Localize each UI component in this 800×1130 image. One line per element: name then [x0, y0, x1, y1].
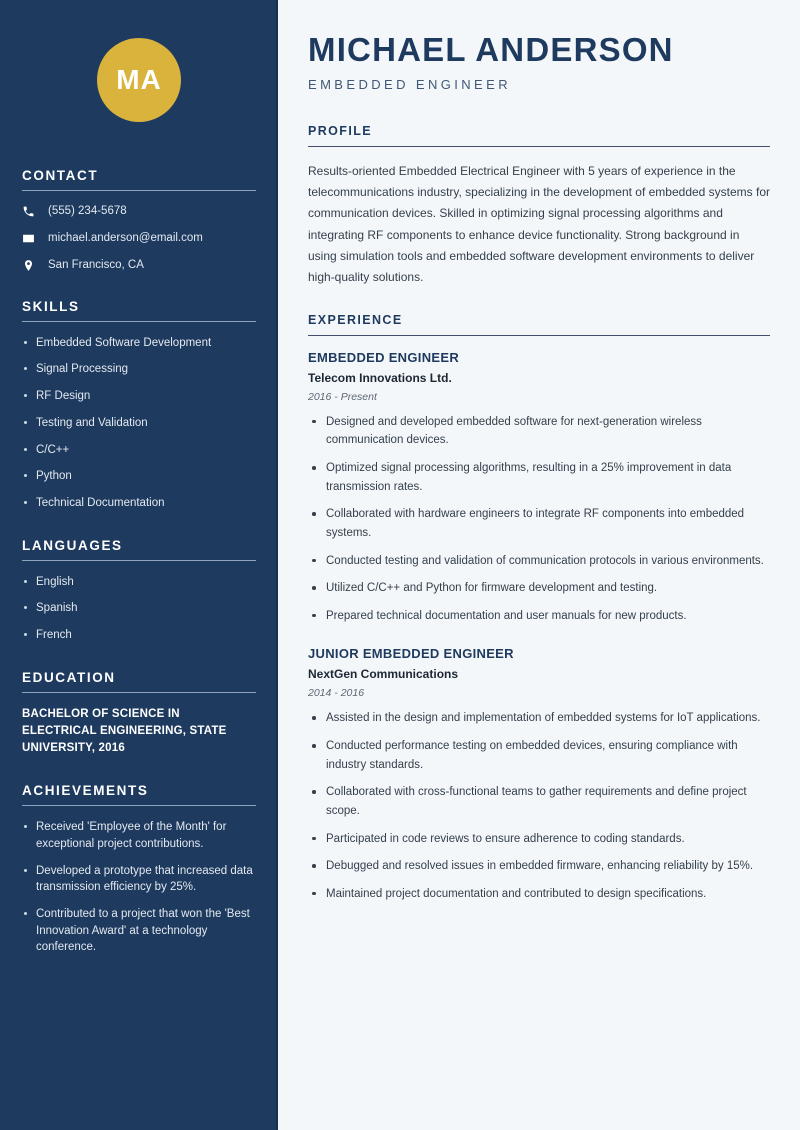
- education-entry: BACHELOR OF SCIENCE IN ELECTRICAL ENGINEERING, STATE UNIVERSITY, 2016: [22, 707, 227, 755]
- job-title-subtitle: EMBEDDED ENGINEER: [308, 76, 511, 92]
- page-title: MICHAEL ANDERSON: [308, 31, 674, 68]
- list-item: Conducted performance testing on embedded devices, ensuring compliance with industry standards.: [308, 737, 770, 774]
- profile-heading: PROFILE: [308, 123, 372, 138]
- contact-location-value: San Francisco, CA: [48, 258, 144, 271]
- list-item: Technical Documentation: [22, 495, 256, 512]
- list-item: Prepared technical documentation and user manuals for new products.: [308, 607, 770, 626]
- list-item: Participated in code reviews to ensure adherence to coding standards.: [308, 830, 770, 849]
- experience-entry: [308, 646, 770, 903]
- achievements-divider: [22, 805, 256, 806]
- list-item: English: [22, 574, 256, 591]
- contact-item-email[interactable]: [22, 231, 256, 246]
- list-item: Maintained project documentation and contributed to design specifications.: [308, 885, 770, 904]
- education-heading: EDUCATION: [22, 669, 116, 685]
- job-role: EMBEDDED ENGINEER: [308, 349, 460, 365]
- list-item: Signal Processing: [22, 361, 256, 378]
- list-item: Optimized signal processing algorithms, resulting in a 25% improvement in data transmission rates.: [308, 459, 770, 496]
- list-item: Embedded Software Development: [22, 335, 256, 352]
- sidebar-section-achievements: [22, 783, 256, 956]
- job-company: NextGen Communications: [308, 667, 459, 682]
- experience-divider: [308, 335, 770, 336]
- list-item: RF Design: [22, 388, 256, 405]
- achievements-heading: ACHIEVEMENTS: [22, 783, 149, 799]
- list-item: Collaborated with hardware engineers to integrate RF components into embedded systems.: [308, 505, 770, 542]
- job-dates: 2016 - Present: [308, 390, 377, 403]
- sidebar-section-skills: [22, 299, 256, 512]
- location-pin-icon: [22, 259, 35, 272]
- contact-item-phone[interactable]: [22, 204, 256, 219]
- contact-heading: CONTACT: [22, 168, 99, 183]
- contact-email-value: michael.anderson@email.com: [48, 231, 203, 244]
- list-item: Testing and Validation: [22, 415, 256, 432]
- list-item: Debugged and resolved issues in embedded firmware, enhancing reliability by 15%.: [308, 857, 770, 876]
- list-item: Python: [22, 468, 256, 485]
- skills-list: [22, 335, 256, 512]
- contact-phone-value: (555) 234-5678: [48, 205, 127, 217]
- phone-icon: [22, 205, 35, 218]
- profile-divider: [308, 146, 770, 147]
- contact-divider: [22, 190, 256, 191]
- achievements-list: [22, 819, 256, 956]
- section-profile: [308, 124, 770, 289]
- list-item: C/C++: [22, 442, 256, 459]
- job-bullet-list: [308, 413, 770, 626]
- experience-heading: EXPERIENCE: [308, 312, 403, 327]
- sidebar: [0, 0, 278, 1130]
- job-role: JUNIOR EMBEDDED ENGINEER: [308, 646, 514, 662]
- contact-item-location[interactable]: [22, 258, 256, 273]
- experience-entry: [308, 350, 770, 626]
- avatar-container: [22, 0, 256, 168]
- languages-heading: LANGUAGES: [22, 537, 123, 553]
- skills-heading: SKILLS: [22, 298, 80, 314]
- list-item: Conducted testing and validation of communication protocols in various environments.: [308, 552, 770, 571]
- envelope-icon: [22, 232, 35, 245]
- main-content: [278, 0, 800, 1130]
- list-item: Spanish: [22, 600, 256, 617]
- list-item: Utilized C/C++ and Python for firmware development and testing.: [308, 579, 770, 598]
- section-experience: [308, 313, 770, 904]
- languages-divider: [22, 560, 256, 561]
- list-item: Collaborated with cross-functional teams to gather requirements and define project scope.: [308, 783, 770, 820]
- avatar: MA: [97, 38, 181, 122]
- list-item: French: [22, 627, 256, 644]
- languages-list: [22, 574, 256, 644]
- list-item: Assisted in the design and implementation of embedded systems for IoT applications.: [308, 709, 770, 728]
- list-item: Developed a prototype that increased data transmission efficiency by 25%.: [22, 863, 256, 896]
- sidebar-section-education: [22, 670, 256, 758]
- list-item: Designed and developed embedded software for next-generation wireless communication devices.: [308, 413, 770, 450]
- job-bullet-list: [308, 709, 770, 903]
- list-item: Contributed to a project that won the 'Best Innovation Award' at a technology conference.: [22, 906, 256, 956]
- education-divider: [22, 692, 256, 693]
- sidebar-section-languages: [22, 538, 256, 644]
- job-dates: 2014 - 2016: [308, 687, 365, 700]
- profile-text: Results-oriented Embedded Electrical Engineer with 5 years of experience in the telecommunications industry, specializing in the development of embedded systems for communication devices. Skilled in optimizing signal processing algorithms and integrating RF components to enhance device functionality. Strong background in using simulation tools and embedded software development environments to deliver high-quality solutions.: [308, 163, 771, 285]
- list-item: Received 'Employee of the Month' for exceptional project contributions.: [22, 819, 256, 852]
- sidebar-section-contact: [22, 168, 256, 273]
- skills-divider: [22, 321, 256, 322]
- job-company: Telecom Innovations Ltd.: [308, 370, 452, 385]
